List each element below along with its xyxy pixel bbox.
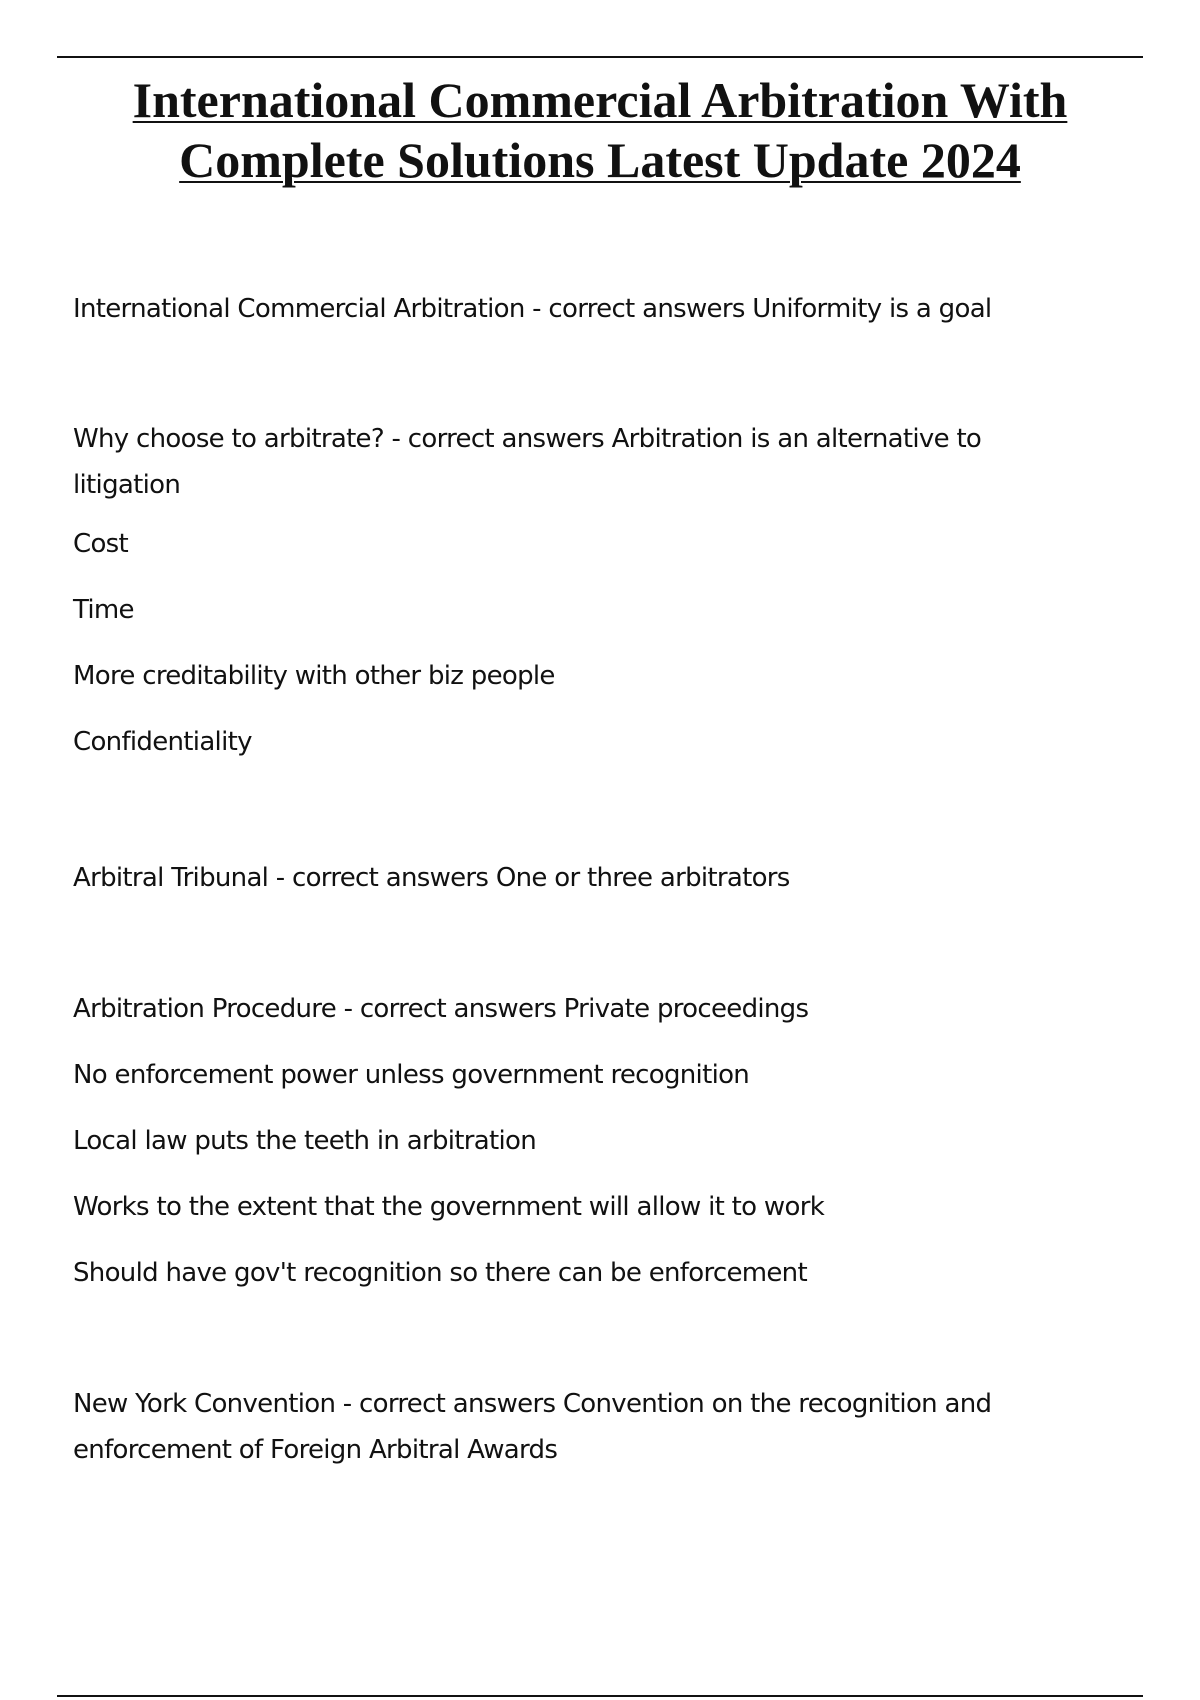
entry-point: Confidentiality (73, 727, 252, 757)
title-line-1: International Commercial Arbitration With (132, 72, 1068, 128)
qa-entry (73, 855, 1073, 901)
entry-point: More creditability with other biz people (73, 661, 555, 691)
qa-entry (73, 1381, 1073, 1473)
entry-text: New York Convention - correct answers Convention on the recognition and enforcement of Foreign Arbitral Awards (73, 1389, 992, 1465)
qa-entry (73, 286, 1073, 332)
entry-point: Time (73, 595, 134, 625)
entry-point: Should have gov't recognition so there can be enforcement (73, 1258, 807, 1288)
document-title (57, 70, 1143, 190)
entry-text: Arbitral Tribunal - correct answers One or three arbitrators (73, 863, 790, 893)
entry-text: Arbitration Procedure - correct answers Private proceedings (73, 994, 809, 1024)
entry-text: Why choose to arbitrate? - correct answers Arbitration is an alternative to litigation (73, 424, 982, 500)
entry-point: Local law puts the teeth in arbitration (73, 1126, 537, 1156)
entry-point: Works to the extent that the government will allow it to work (73, 1192, 825, 1222)
top-rule (57, 56, 1143, 58)
entry-point: No enforcement power unless government recognition (73, 1060, 750, 1090)
entry-text: International Commercial Arbitration - correct answers Uniformity is a goal (73, 294, 992, 324)
qa-entry (73, 986, 1073, 1296)
bottom-rule (57, 1695, 1143, 1697)
title-line-2: Complete Solutions Latest Update 2024 (179, 132, 1021, 188)
qa-entry (73, 416, 1073, 765)
entry-point: Cost (73, 529, 129, 559)
